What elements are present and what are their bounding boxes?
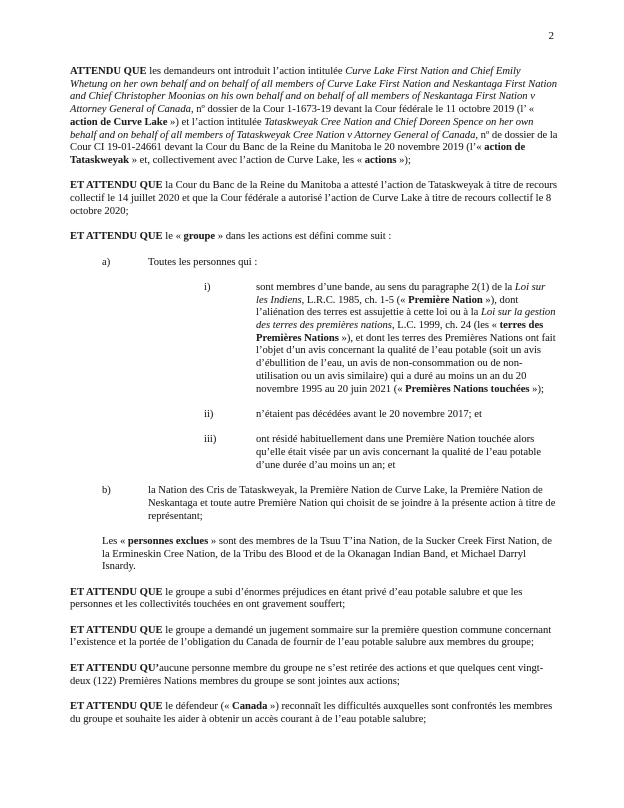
item-a-ii-non-decedees-marker: ii) <box>204 408 214 420</box>
case-name: Curve Lake First Nation and Chief Emily Whetung on her own behalf and on behalf of all members of Curve Lake First Nation and Neskantaga First Nation and Chief Christopher Moonias on his own behalf and on behalf of all members of Neskantaga First Nation v Attorney General of Canada <box>70 66 557 116</box>
text-run: »), dont l’aliénation des terres est assujettie à cette loi ou à la <box>256 294 519 319</box>
recital-reconnaissance-canada <box>70 701 558 726</box>
text-run: »); <box>396 154 411 166</box>
recital-certification <box>70 180 558 218</box>
text-run: le défendeur (« <box>162 700 233 712</box>
text-run: » et, collectivement avec l’action de Curve Lake, les « <box>129 154 365 166</box>
item-b-nations-representantes-text <box>148 485 558 523</box>
case-name: Tataskweyak Cree Nation and Chief Doreen Spence on her own behalf and on behalf of all members of Tataskweyak Cree Nation v Attorney General of Canada <box>70 116 534 141</box>
defined-term: action de Tataskweyak <box>70 142 526 166</box>
item-a-i-membres-bande-text <box>256 282 558 396</box>
defined-term: personnes exclues <box>127 535 209 547</box>
text-run: le « <box>162 231 184 243</box>
recital-keyword: ET ATTENDU QU’ <box>70 662 160 674</box>
recital-retraits-adhesions <box>70 663 558 688</box>
text-run: sont membres d’une bande, au sens du paragraphe 2(1) de la <box>256 281 515 293</box>
page-number: 2 <box>548 30 554 42</box>
item-a-personnes-marker: a) <box>102 256 111 268</box>
text-run: ») reconnaît les difficultés auxquelles sont confrontés les membres du groupe et souhaite les aider à obtenir un accès courant à de l’eau potable salubre; <box>70 700 553 725</box>
item-a-i-membres-bande <box>70 282 558 396</box>
text-run: » dans les actions est défini comme suit : <box>215 231 392 243</box>
text-run: le groupe a subi d’énormes préjudices en étant privé d’eau potable salubre et que les personnes et les collectivités touchées en ont gravement souffert; <box>70 586 523 611</box>
recital-keyword: ET ATTENDU QUE <box>70 624 163 636</box>
recital-jugement-sommaire <box>70 625 558 650</box>
item-b-nations-representantes <box>70 485 558 523</box>
text-run: »), et dont les terres des Premières Nations ont fait l’objet d’un avis concernant la qualité de l’eau potable (soit un avis d’ébullition de l’eau, un avis de non-consommation ou de non-utilisation ou un avis similaire) qui a duré au moins un an du 20 novembre 1995 au 20 juin 2021 (« <box>256 332 556 395</box>
item-a-iii-residence-text <box>256 434 558 472</box>
statute-name: Loi sur la gestion des terres des premières nations <box>256 307 556 331</box>
text-run: , nº dossier de la Cour 1-1673-19 devant la Cour fédérale le 11 octobre 2019 (l’ « <box>190 104 535 116</box>
text-run: Toutes les personnes qui : <box>148 256 258 268</box>
text-run: la Nation des Cris de Tataskweyak, la Première Nation de Curve Lake, la Première Nation de Neskantaga et toute autre Première Nation qui choisit de se joindre à la présente action à titre de représentant; <box>148 485 556 522</box>
text-run: ont résidé habituellement dans une Première Nation touchée alors qu’elle était visée par un avis concernant la qualité de l’eau potable d’une durée d’au moins un an; et <box>256 434 542 471</box>
recital-keyword: ATTENDU QUE <box>70 66 147 77</box>
defined-term: Premières Nations touchées <box>405 383 530 395</box>
text-run: » sont des membres de la Tsuu T’ina Nation, de la Sucker Creek First Nation, de la Ermineskin Cree Nation, de la Tribu des Blood et de la Okanagan Indian Band, et Michael Darryl Isnardy. <box>102 535 552 573</box>
item-a-personnes-text <box>148 257 558 270</box>
item-a-iii-residence <box>70 434 558 472</box>
text-run: la Cour du Banc de la Reine du Manitoba a attesté l’action de Tataskweyak à titre de recours collectif le 14 juillet 2020 et que la Cour fédérale a autorisé l’action de Curve Lake à titre de recours collectif le 8 octobre 2020; <box>70 180 558 217</box>
defined-term: Canada <box>232 700 268 712</box>
recital-keyword: ET ATTENDU QUE <box>70 700 163 712</box>
document-body <box>70 66 558 726</box>
recital-keyword: ET ATTENDU QUE <box>70 231 163 243</box>
statute-name: Loi sur les Indiens <box>256 281 546 306</box>
defined-term: terres des Premières Nations <box>256 320 544 344</box>
personnes-exclues <box>70 536 558 574</box>
item-a-i-membres-bande-marker: i) <box>204 281 211 293</box>
text-run: les demandeurs ont introduit l’action intitulée <box>146 66 346 77</box>
recital-keyword: ET ATTENDU QUE <box>70 180 163 192</box>
text-run: , nº de dossier de la Cour CI 19-01-24661 devant la Cour du Banc de la Reine du Manitoba le 20 novembre 2019 (l’« <box>70 129 558 154</box>
recital-keyword: ET ATTENDU QUE <box>70 586 163 598</box>
text-run: Les « <box>102 535 128 547</box>
text-run: le groupe a demandé un jugement sommaire sur la première question commune concernant l’existence et la portée de l’obligation du Canada de fournir de l’eau potable salubre aux membres du groupe; <box>70 624 552 649</box>
text-run: aucune personne membre du groupe ne s’est retirée des actions et que quelques cent vingt-deux (122) Premières Nations membres du groupe se sont jointes aux actions; <box>70 662 544 687</box>
defined-term: action de Curve Lake <box>70 116 168 128</box>
item-a-personnes <box>70 257 558 270</box>
text-run: ») et l’action intitulée <box>167 116 265 128</box>
item-b-nations-representantes-marker: b) <box>102 485 111 497</box>
text-run: , L.R.C. 1985, ch. 1-5 (« <box>301 294 409 306</box>
text-run: , L.C. 1999, ch. 24 (les « <box>391 320 500 331</box>
text-run: »); <box>529 383 544 395</box>
item-a-iii-residence-marker: iii) <box>204 434 217 446</box>
recital-prejudices <box>70 587 558 612</box>
defined-term: Première Nation <box>408 294 483 306</box>
defined-term: groupe <box>183 231 216 243</box>
item-a-ii-non-decedees-text <box>256 409 558 422</box>
text-run: n’étaient pas décédées avant le 20 novembre 2017; et <box>256 408 482 420</box>
recital-actions-introduites <box>70 66 558 168</box>
defined-term: actions <box>364 154 397 166</box>
item-a-ii-non-decedees <box>70 409 558 422</box>
recital-definition-groupe <box>70 231 558 244</box>
